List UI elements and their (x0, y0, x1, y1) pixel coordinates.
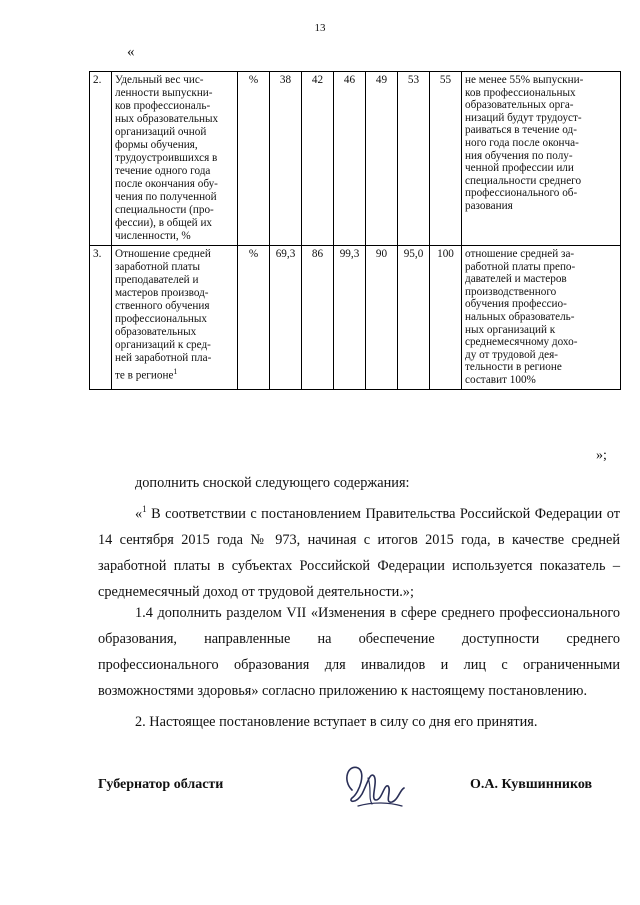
note-line: давателей и мастеров (465, 273, 567, 286)
value-cell: 69,3 (270, 246, 302, 390)
value-cell: 90 (366, 246, 398, 390)
note-line: ченной профессии или (465, 162, 574, 175)
note-line: низаций будут трудоуст- (465, 111, 582, 124)
description-line: формы обучения, (115, 139, 198, 151)
description-line: Удельный вес чис- (115, 74, 204, 86)
signatory-name: О.А. Кувшинников (470, 777, 593, 792)
page-number: 13 (314, 22, 326, 34)
note-line: не менее 55% выпускни- (465, 74, 584, 86)
description-line: образовательных (115, 326, 197, 338)
note-line: ных организаций к (465, 323, 556, 336)
indicators-table (89, 71, 621, 390)
handwritten-signature (338, 758, 410, 816)
value-cell: 53 (398, 72, 430, 246)
unit-cell: % (238, 72, 270, 246)
value-cell: 42 (302, 72, 334, 246)
note-line: нальных образователь- (465, 310, 575, 323)
footnote-text: В соответствии с постановлением Правительства Российской Федерации от 14 сентября 2015 года № 973, начиная с итогов 2015 года, в качестве средней заработной платы в субъектах Российской Федерации используется показатель – среднемесячный доход от трудовой деятельности.»; (98, 505, 620, 600)
description-line: ков профессиональ- (115, 100, 211, 112)
table-row (90, 246, 621, 390)
unit-cell: % (238, 246, 270, 390)
footnote-open-quote: « (135, 505, 143, 522)
indicator-description (112, 72, 238, 246)
row-number: 3. (90, 246, 112, 390)
table-body (90, 72, 621, 390)
note-line: среднемесячному дохо- (465, 336, 578, 349)
description-line: после окончания обу- (115, 178, 218, 190)
description-line: фессии), в общей их (115, 217, 213, 229)
signatory-title: Губернатор области (98, 777, 224, 792)
note-line: ков профессиональных (465, 86, 576, 99)
section-paragraph: 1.4 дополнить разделом VII «Изменения в сфере среднего профессионального образования, направленные на обеспечение доступности среднего профессионального образования для инвалидов и лиц с ограниченными возможностями здоровья» согласно приложению к настоящему постановлению. (98, 605, 620, 699)
note-line: раиваться в течение од- (465, 124, 577, 137)
note-line: ного года после оконча- (465, 136, 579, 149)
description-line: заработной платы (115, 261, 200, 273)
description-line: Отношение средней (115, 248, 211, 260)
footnote-paragraph (98, 496, 620, 605)
note-line: составит 100% (465, 373, 536, 386)
description-line: мастеров производ- (115, 287, 209, 299)
table-open-quote: « (127, 44, 135, 60)
target-note (462, 246, 621, 390)
note-line: отношение средней за- (465, 248, 575, 260)
value-cell: 86 (302, 246, 334, 390)
note-line: разования (465, 199, 513, 212)
value-cell: 49 (366, 72, 398, 246)
note-line: ния обучения по полу- (465, 149, 573, 162)
description-line: профессиональных (115, 313, 208, 325)
value-cell: 46 (334, 72, 366, 246)
description-line: организаций очной (115, 126, 207, 138)
indicator-description (112, 246, 238, 390)
description-line: ней заработной пла- (115, 352, 212, 364)
description-line: те в регионе (115, 369, 174, 382)
note-line: работной платы препо- (465, 260, 576, 273)
value-cell: 38 (270, 72, 302, 246)
footnote-intro: дополнить сноской следующего содержания: (135, 475, 410, 491)
value-cell: 95,0 (398, 246, 430, 390)
target-note (462, 72, 621, 246)
description-line: ленности выпускни- (115, 87, 213, 99)
table-close-quote: »; (596, 448, 607, 463)
footnote-mark: 1 (142, 504, 147, 514)
description-line: ных образовательных (115, 113, 219, 125)
description-footnote-mark: 1 (173, 367, 178, 376)
description-line: трудоустроившихся в (115, 152, 218, 164)
description-line: специальности (про- (115, 204, 214, 216)
note-line: специальности среднего (465, 174, 582, 187)
note-line: тельности в регионе (465, 361, 562, 374)
table-row (90, 72, 621, 246)
note-line: образовательных орга- (465, 99, 574, 112)
value-cell: 99,3 (334, 246, 366, 390)
description-line: организаций к сред- (115, 339, 211, 351)
note-line: производственного (465, 285, 557, 298)
note-line: ду от трудовой дея- (465, 348, 558, 361)
value-cell: 100 (430, 246, 462, 390)
description-line: чения по полученной (115, 191, 217, 203)
value-cell: 55 (430, 72, 462, 246)
row-number: 2. (90, 72, 112, 246)
effective-date-paragraph: 2. Настоящее постановление вступает в силу со дня его принятия. (135, 714, 538, 730)
description-line: преподавателей и (115, 274, 199, 286)
description-line: ственного обучения (115, 300, 210, 312)
note-line: обучения профессио- (465, 298, 567, 311)
description-line: течение одного года (115, 165, 211, 177)
description-line: численности, % (115, 230, 191, 242)
note-line: профессионального об- (465, 187, 578, 200)
